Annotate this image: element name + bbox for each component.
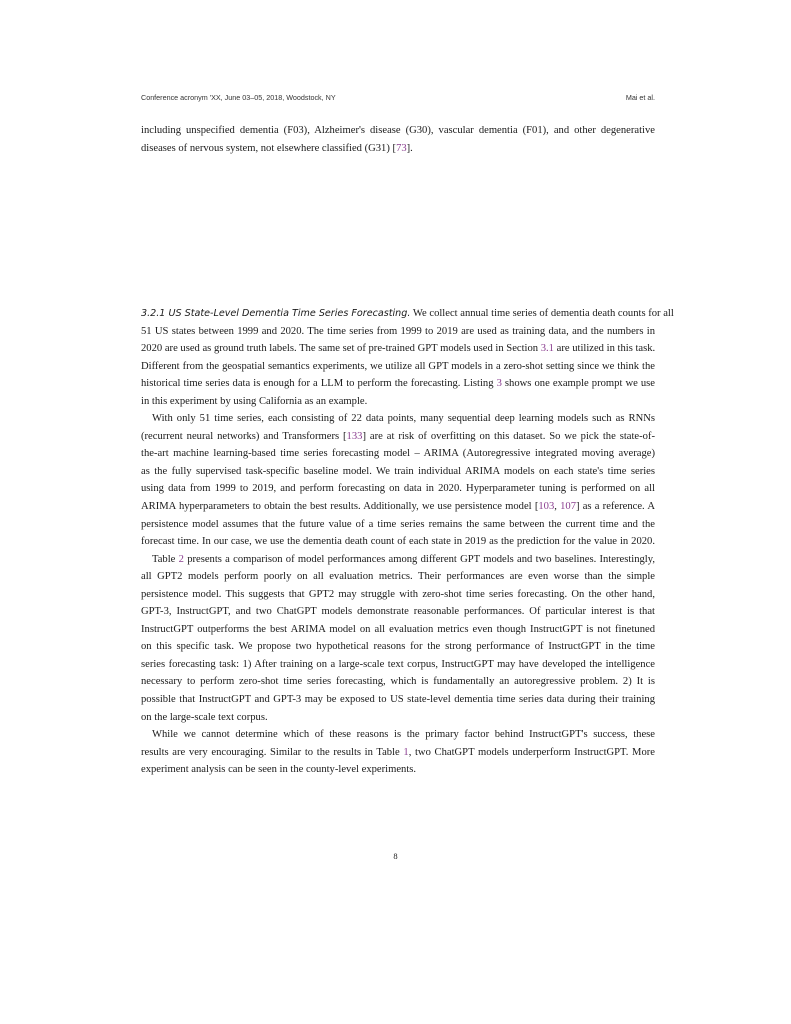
text-span: series forecasting task: 1) After training on a large-scale text corpus, InstructGPT may have developed the intelligence bbox=[141, 658, 655, 670]
text-span: ARIMA hyperparameters to obtain the best results. Additionally, we use persistence model [ bbox=[141, 501, 539, 513]
text-line bbox=[141, 516, 655, 534]
text-line bbox=[141, 323, 655, 341]
text-span: historical time series data is enough for a LLM to perform the forecasting. Listing bbox=[141, 378, 497, 390]
citation-link[interactable]: 1 bbox=[403, 746, 409, 758]
intro-paragraph bbox=[141, 122, 655, 157]
text-line bbox=[141, 551, 655, 569]
text-line bbox=[141, 305, 674, 323]
text-line bbox=[141, 498, 655, 516]
text-span: InstructGPT outperforms the best ARIMA model on all evaluation metrics even though InstructGPT is not finetuned bbox=[141, 623, 655, 635]
running-header-authors: Mai et al. bbox=[625, 93, 655, 102]
text-span: 2020 are used as ground truth labels. The same set of pre-trained GPT models used in Section bbox=[141, 343, 541, 355]
section-3-2-1 bbox=[141, 305, 674, 779]
text-span: , two ChatGPT models underperform InstructGPT. More bbox=[408, 746, 655, 758]
text-span: ]. bbox=[406, 142, 413, 154]
text-span: ] as a reference. A bbox=[575, 501, 655, 513]
text-line bbox=[141, 709, 655, 727]
citation-link[interactable]: 3 bbox=[496, 378, 502, 390]
text-span: diseases of nervous system, not elsewhere classified (G31) [ bbox=[141, 142, 397, 154]
text-span: Table bbox=[152, 553, 179, 565]
text-line bbox=[141, 358, 655, 376]
text-span: presents a comparison of model performances among different GPT models and two baselines. Interestingly, bbox=[183, 553, 655, 565]
citation-link[interactable]: 3.1 bbox=[540, 343, 554, 355]
page-number: 8 bbox=[393, 851, 398, 861]
text-span: experiment analysis can be seen in the county-level experiments. bbox=[141, 764, 417, 776]
text-line bbox=[141, 340, 655, 358]
text-span: using data from 1999 to 2019, and perform forecasting on data in 2020. Hyperparameter tuning is performed on all bbox=[141, 483, 655, 495]
text-span: persistence model. This suggests that GPT2 may struggle with zero-shot time series forecasting. On the other hand, bbox=[141, 588, 655, 600]
text-line bbox=[141, 568, 655, 586]
text-span: including unspecified dementia (F03), Alzheimer's disease (G30), vascular dementia (F01), and other degenerative bbox=[141, 125, 655, 136]
text-line bbox=[141, 463, 655, 481]
text-line bbox=[141, 393, 655, 411]
text-line bbox=[141, 656, 655, 674]
text-line bbox=[141, 603, 655, 621]
citation-link[interactable]: 107 bbox=[560, 501, 576, 513]
citation-link[interactable]: 133 bbox=[346, 430, 363, 442]
text-span: possible that InstructGPT and GPT-3 may be exposed to US state-level dementia time series data during their training bbox=[141, 694, 655, 706]
text-span: on the large-scale text corpus. bbox=[141, 711, 268, 723]
text-span: in this experiment by using California as an example. bbox=[141, 395, 368, 407]
text-span: all GPT2 models perform poorly on all evaluation metrics. Their performances are even worse than the simple bbox=[141, 571, 655, 583]
text-span: are utilized in this task. bbox=[553, 343, 656, 355]
text-span: the-art machine learning-based time series forecasting model – ARIMA (Autoregressive integrated moving average) bbox=[141, 448, 655, 460]
text-line bbox=[141, 761, 655, 779]
text-span: on this specific task. We propose two hypothetical reasons for the strong performance of InstructGPT in the time bbox=[141, 641, 655, 653]
text-line bbox=[141, 586, 655, 604]
text-span: persistence model assumes that the future value of a time series remains the same between the current time and the bbox=[141, 518, 655, 530]
text-span: 51 US states between 1999 and 2020. The time series from 1999 to 2019 are used as training data, and the numbers in bbox=[141, 325, 655, 337]
text-span: With only 51 time series, each consisting of 22 data points, many sequential deep learning models such as RNNs bbox=[152, 413, 655, 425]
text-span: (recurrent neural networks) and Transformers [ bbox=[141, 430, 347, 442]
text-line bbox=[141, 621, 655, 639]
text-line bbox=[141, 533, 655, 551]
text-line bbox=[141, 410, 655, 428]
text-span: ] are at risk of overfitting on this dataset. So we pick the state-of- bbox=[362, 430, 655, 442]
text-span: forecast time. In our case, we use the dementia death count of each state in 2019 as the prediction for the value in 2020. bbox=[141, 536, 655, 548]
text-span: shows one example prompt we use bbox=[501, 378, 655, 390]
text-line bbox=[141, 445, 655, 463]
text-line bbox=[141, 744, 655, 762]
text-span: as the fully supervised task-specific baseline model. We train individual ARIMA models on each state's time series bbox=[141, 465, 655, 477]
text-span: While we cannot determine which of these reasons is the primary factor behind InstructGPT's success, these bbox=[152, 729, 655, 741]
text-line bbox=[141, 726, 655, 744]
text-span: We collect annual time series of dementia death counts for all bbox=[410, 308, 674, 319]
text-span: , bbox=[554, 501, 561, 513]
text-line bbox=[141, 375, 655, 393]
text-span: Different from the geospatial semantics experiments, we utilize all GPT models in a zero-shot setting since we think the bbox=[141, 360, 655, 372]
text-line bbox=[141, 691, 655, 709]
text-span: GPT-3, InstructGPT, and two ChatGPT models demonstrate reasonable performances. Of particular interest is that bbox=[141, 606, 655, 618]
text-line bbox=[141, 122, 655, 140]
text-line bbox=[141, 638, 655, 656]
text-span: necessary to perform zero-shot time series forecasting, which is fundamentally an autoregressive problem. 2) It is bbox=[141, 676, 655, 688]
text-line bbox=[141, 480, 655, 498]
citation-link[interactable]: 103 bbox=[538, 501, 555, 513]
text-span: results are very encouraging. Similar to the results in Table bbox=[141, 746, 404, 758]
text-line bbox=[141, 428, 655, 446]
text-line bbox=[141, 673, 655, 691]
running-header-venue: Conference acronym 'XX, June 03–05, 2018, Woodstock, NY bbox=[141, 93, 336, 102]
text-line bbox=[141, 140, 655, 158]
section-heading: 3.2.1 US State-Level Dementia Time Series Forecasting. bbox=[141, 308, 411, 319]
citation-link[interactable]: 73 bbox=[396, 142, 407, 154]
citation-link[interactable]: 2 bbox=[178, 553, 184, 565]
